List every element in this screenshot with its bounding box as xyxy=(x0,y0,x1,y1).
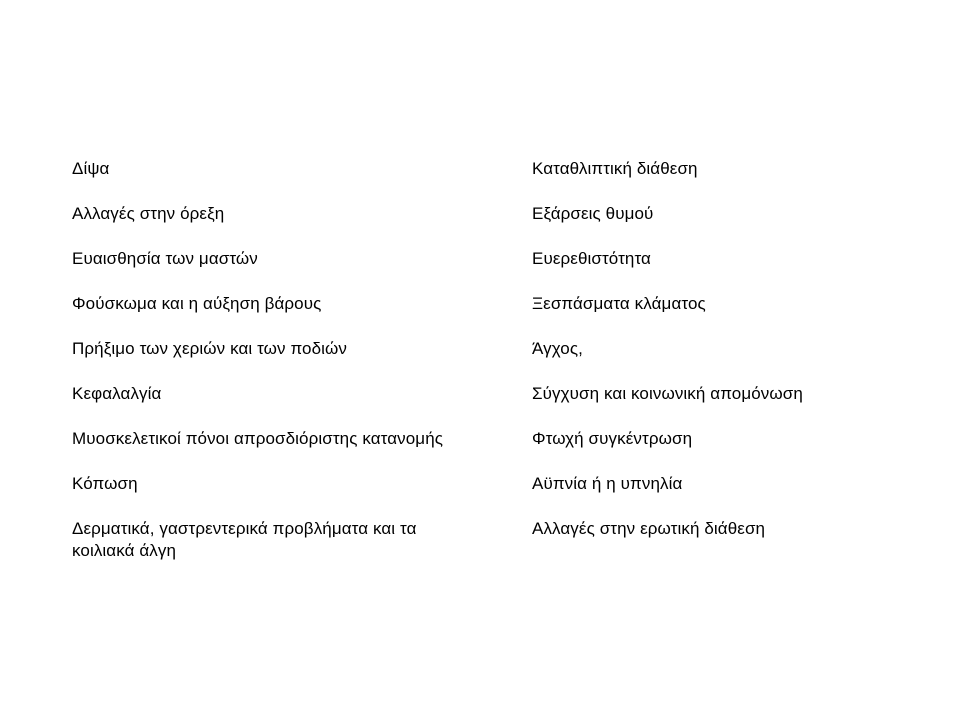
symptom-list-left xyxy=(72,158,462,585)
list-item: Ευαισθησία των μαστών xyxy=(72,249,258,268)
list-item: Ευερεθιστότητα xyxy=(532,249,651,268)
list-item: Ξεσπάσματα κλάματος xyxy=(532,294,706,313)
list-item: Κεφαλαλγία xyxy=(72,384,162,403)
list-item: Δίψα xyxy=(72,159,110,178)
list-item: Δερματικά, γαστρεντερικά προβλήματα και τα κοιλιακά άλγη xyxy=(72,519,417,560)
list-item: Αλλαγές στην ερωτική διάθεση xyxy=(532,519,766,538)
list-item: Αϋπνία ή η υπνηλία xyxy=(532,474,683,493)
list-item: Πρήξιμο των χεριών και των ποδιών xyxy=(72,339,348,358)
list-item: Σύγχυση και κοινωνική απομόνωση xyxy=(532,384,803,403)
list-item: Φτωχή συγκέντρωση xyxy=(532,429,693,448)
list-item: Καταθλιπτική διάθεση xyxy=(532,159,698,178)
list-item: Αλλαγές στην όρεξη xyxy=(72,204,225,223)
list-item: Μυοσκελετικοί πόνοι απροσδιόριστης κατανομής xyxy=(72,429,444,448)
symptom-list-right xyxy=(532,158,912,563)
list-item: Φούσκωμα και η αύξηση βάρους xyxy=(72,294,322,313)
list-item: Εξάρσεις θυμού xyxy=(532,204,654,223)
list-item: Κόπωση xyxy=(72,474,138,493)
list-item: Άγχος, xyxy=(532,339,583,358)
